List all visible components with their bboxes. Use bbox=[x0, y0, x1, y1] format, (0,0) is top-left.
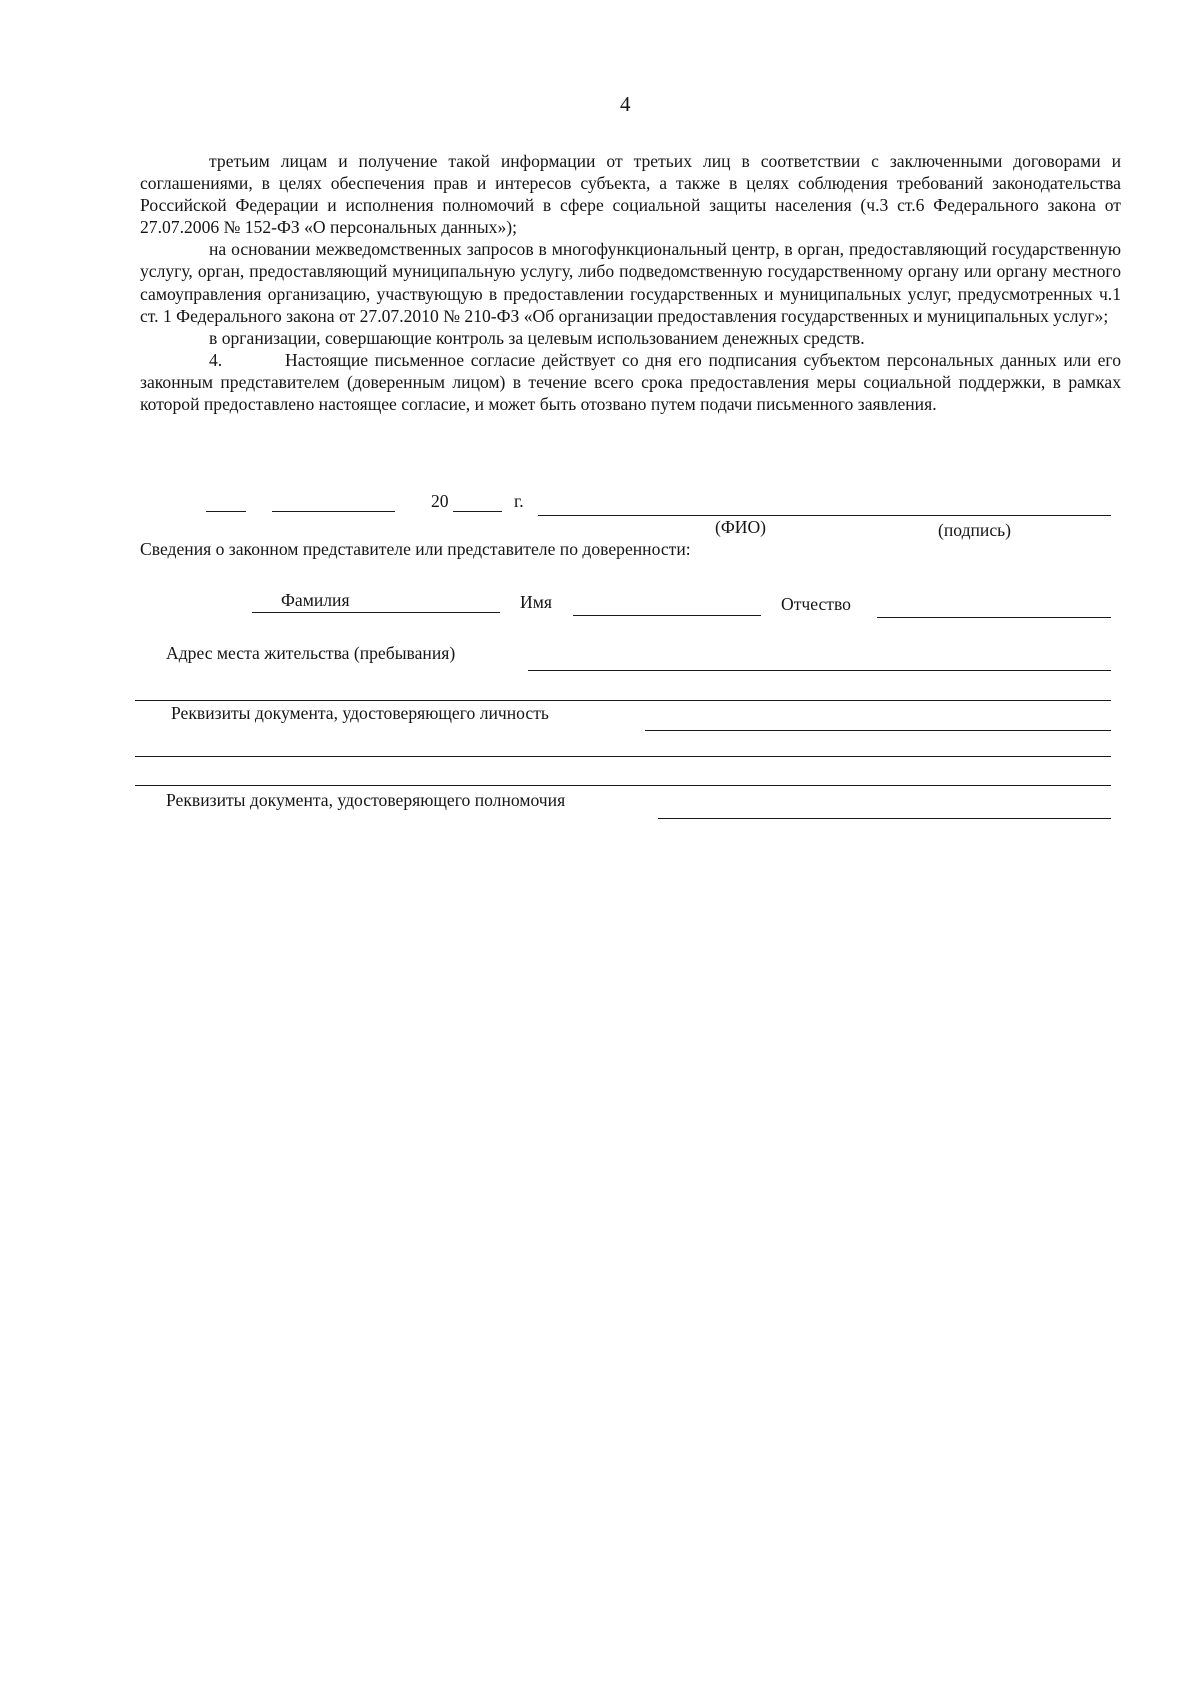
paragraph-item-4 bbox=[140, 349, 1121, 415]
id-document-field-continuation[interactable] bbox=[135, 756, 1111, 757]
paragraph-control-organizations: в организации, совершающие контроль за целевым использованием денежных средств. bbox=[209, 327, 865, 348]
date-day-field[interactable] bbox=[206, 511, 246, 512]
representative-heading: Сведения о законном представителе или представителе по доверенности: bbox=[140, 539, 691, 559]
address-field[interactable] bbox=[528, 670, 1111, 671]
date-year-prefix: 20 bbox=[431, 491, 449, 511]
surname-field[interactable] bbox=[252, 612, 500, 613]
name-label: Имя bbox=[520, 592, 552, 612]
item-4-text: Настоящие письменное согласие действует со дня его подписания субъектом персональных данных или его законным представителем (доверенным лицом) в течение всего срока предоставления меры социальной поддержки, в рамках которой предоставлено настоящее согласие, и может быть отозвано путем подачи письменного заявления. bbox=[140, 349, 1121, 415]
page-number: 4 bbox=[620, 92, 631, 116]
address-field-continuation[interactable] bbox=[135, 700, 1111, 701]
authority-document-field[interactable] bbox=[658, 818, 1111, 819]
item-number: 4. bbox=[209, 349, 223, 370]
consent-body bbox=[140, 150, 1121, 415]
id-document-field[interactable] bbox=[645, 730, 1111, 731]
id-document-label: Реквизиты документа, удостоверяющего личность bbox=[171, 703, 549, 723]
fio-signature-field[interactable] bbox=[538, 515, 1111, 516]
name-field[interactable] bbox=[573, 615, 761, 616]
id-document-field-continuation-2[interactable] bbox=[135, 785, 1111, 786]
fio-caption: (ФИО) bbox=[715, 517, 767, 537]
signature-caption: (подпись) bbox=[938, 520, 1012, 540]
date-month-field[interactable] bbox=[272, 511, 395, 512]
patronymic-label: Отчество bbox=[781, 594, 851, 614]
date-year-field[interactable] bbox=[453, 511, 502, 512]
address-label: Адрес места жительства (пребывания) bbox=[166, 643, 456, 663]
paragraph-interagency-requests: на основании межведомственных запросов в многофункциональный центр, в орган, предоставляющий государственную услугу, орган, предоставляющий муниципальную услугу, либо подведомственную государственному органу или органу местного самоуправления организацию, участвующую в предоставлении государственных и муниципальных услуг, предусмотренных ч.1 ст. 1 Федерального закона от 27.07.2010 № 210-ФЗ «Об организации предоставления государственных и муниципальных услуг»; bbox=[140, 239, 1121, 326]
paragraph-third-parties: третьим лицам и получение такой информации от третьих лиц в соответствии с заключенными договорами и соглашениями, в целях обеспечения прав и интересов субъекта, а также в целях соблюдения требований законодательства Российской Федерации и исполнения полномочий в сфере социальной защиты населения (ч.3 ст.6 Федерального закона от 27.07.2006 № 152-ФЗ «О персональных данных»); bbox=[140, 151, 1121, 238]
patronymic-field[interactable] bbox=[877, 617, 1111, 618]
surname-label: Фамилия bbox=[281, 590, 350, 610]
authority-document-label: Реквизиты документа, удостоверяющего полномочия bbox=[166, 790, 566, 810]
date-year-suffix: г. bbox=[514, 491, 524, 511]
